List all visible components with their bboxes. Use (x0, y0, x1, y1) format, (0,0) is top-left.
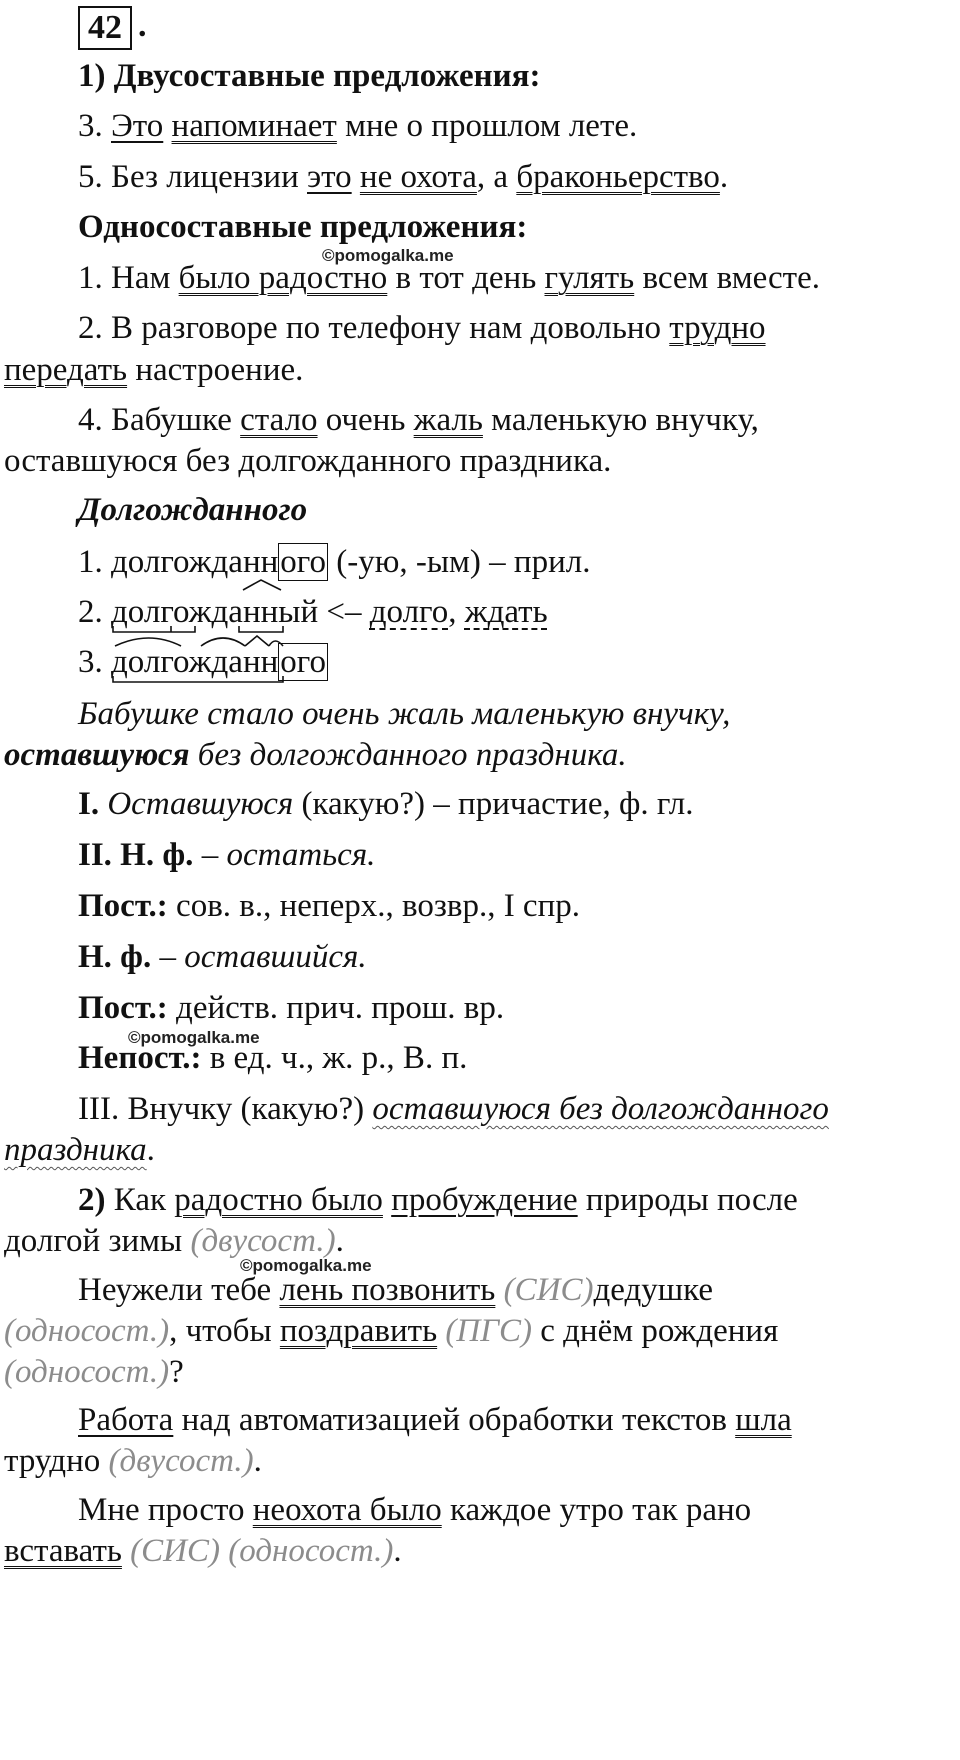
subject: это (307, 159, 352, 195)
parse-point-4: Н. ф. – оставшийся. (78, 939, 367, 975)
example-sentence-line1: Бабушке стало очень жаль маленькую внучку, (78, 696, 731, 732)
s2a-line2: долгой зимы (двусост.). (4, 1223, 344, 1259)
s2c-line2: трудно (двусост.). (4, 1443, 262, 1479)
predicate: гулять (544, 260, 635, 296)
watermark: ©pomogalka.me (322, 246, 454, 265)
ending-box: ого (280, 644, 326, 680)
s2d-line1: Мне просто неохота было каждое утро так рано (78, 1492, 752, 1528)
sentence-1: 1. Нам было радостно в тот день гулять всем вместе. (78, 260, 821, 296)
analysis-title: Долгожданного (78, 492, 308, 528)
predicate: браконьерство (516, 159, 720, 195)
parse-point-3: Пост.: сов. в., неперх., возвр., I спр. (78, 888, 580, 924)
analysis-line-1: 1. долгожданного (-ую, -ым) – прил. (78, 544, 591, 580)
predicate: трудно (669, 310, 766, 346)
sentence-2-line2: передать настроение. (4, 352, 304, 388)
parse-point-1: I. Оставшуюся (какую?) – причастие, ф. гл. (78, 786, 694, 822)
sentence-3: 3. Это напоминает мне о прошлом лете. (78, 108, 638, 144)
analysis-line-3: 3. долгожданного (78, 642, 328, 682)
heading-two-part: 1) Двусоставные предложения: (78, 58, 541, 94)
morphemic-parse: долгожданного (111, 642, 328, 682)
predicate: напоминает (171, 108, 337, 144)
s2a-line1: 2) Как радостно было пробуждение природы после (78, 1182, 798, 1218)
participial-phrase: праздника (4, 1132, 147, 1168)
predicate: жаль (413, 402, 483, 438)
subject: Работа (78, 1402, 174, 1438)
predicate: лень позвонить (279, 1272, 496, 1308)
example-sentence-line2: оставшуюся без долгожданного праздника. (4, 737, 627, 773)
predicate: передать (4, 352, 128, 388)
sentence-4-line2: оставшуюся без долгожданного праздника. (4, 443, 612, 479)
parse-point-5: Пост.: действ. прич. прош. вр. (78, 990, 505, 1026)
parse-point-7-line2: праздника. (4, 1132, 155, 1168)
subject: Это (111, 108, 164, 144)
s2b-line1: Неужели тебе лень позвонить (СИС)дедушке (78, 1272, 714, 1308)
s2b-line3: (односост.)? (4, 1354, 184, 1390)
s2d-line2: вставать (СИС) (односост.). (4, 1533, 402, 1569)
sentence-5: 5. Без лицензии это не охота, а браконьерство. (78, 159, 729, 195)
analysis-line-2: 2. долгожданный <– долго, ждать (78, 592, 548, 632)
predicate: шла (735, 1402, 792, 1438)
source-word: долго (369, 594, 449, 630)
sentence-4-line1: 4. Бабушке стало очень жаль маленькую внучку, (78, 402, 759, 438)
ending-box: ого (280, 544, 326, 580)
predicate: поздравить (279, 1313, 438, 1349)
task-number: 42 (78, 6, 132, 50)
s2c-line1: Работа над автоматизацией обработки текстов шла (78, 1402, 792, 1438)
participial-phrase: оставшуюся без долгожданного (372, 1091, 829, 1127)
predicate: неохота было (252, 1492, 442, 1528)
source-word: ждать (464, 594, 548, 630)
parse-point-6: Непост.: в ед. ч., ж. р., В. п. (78, 1040, 468, 1076)
watermark: ©pomogalka.me (128, 1028, 260, 1047)
parse-point-2: II. Н. ф. – остаться. (78, 837, 376, 873)
sentence-2-line1: 2. В разговоре по телефону нам довольно трудно (78, 310, 766, 346)
predicate: стало (240, 402, 318, 438)
task-number-dot: . (138, 7, 147, 44)
heading-one-part: Односоставные предложения: (78, 209, 528, 245)
parse-point-7-line1: III. Внучку (какую?) оставшуюся без долгожданного (78, 1091, 829, 1127)
predicate: радостно было (174, 1182, 383, 1218)
predicate: вставать (4, 1533, 122, 1569)
predicate: не охота (359, 159, 477, 195)
predicate: было радостно (178, 260, 388, 296)
word-root-marked: долгожданный (111, 592, 318, 632)
s2b-line2: (односост.), чтобы поздравить (ПГС) с днём рождения (4, 1313, 779, 1349)
watermark: ©pomogalka.me (240, 1256, 372, 1275)
subject: пробуждение (391, 1182, 578, 1218)
